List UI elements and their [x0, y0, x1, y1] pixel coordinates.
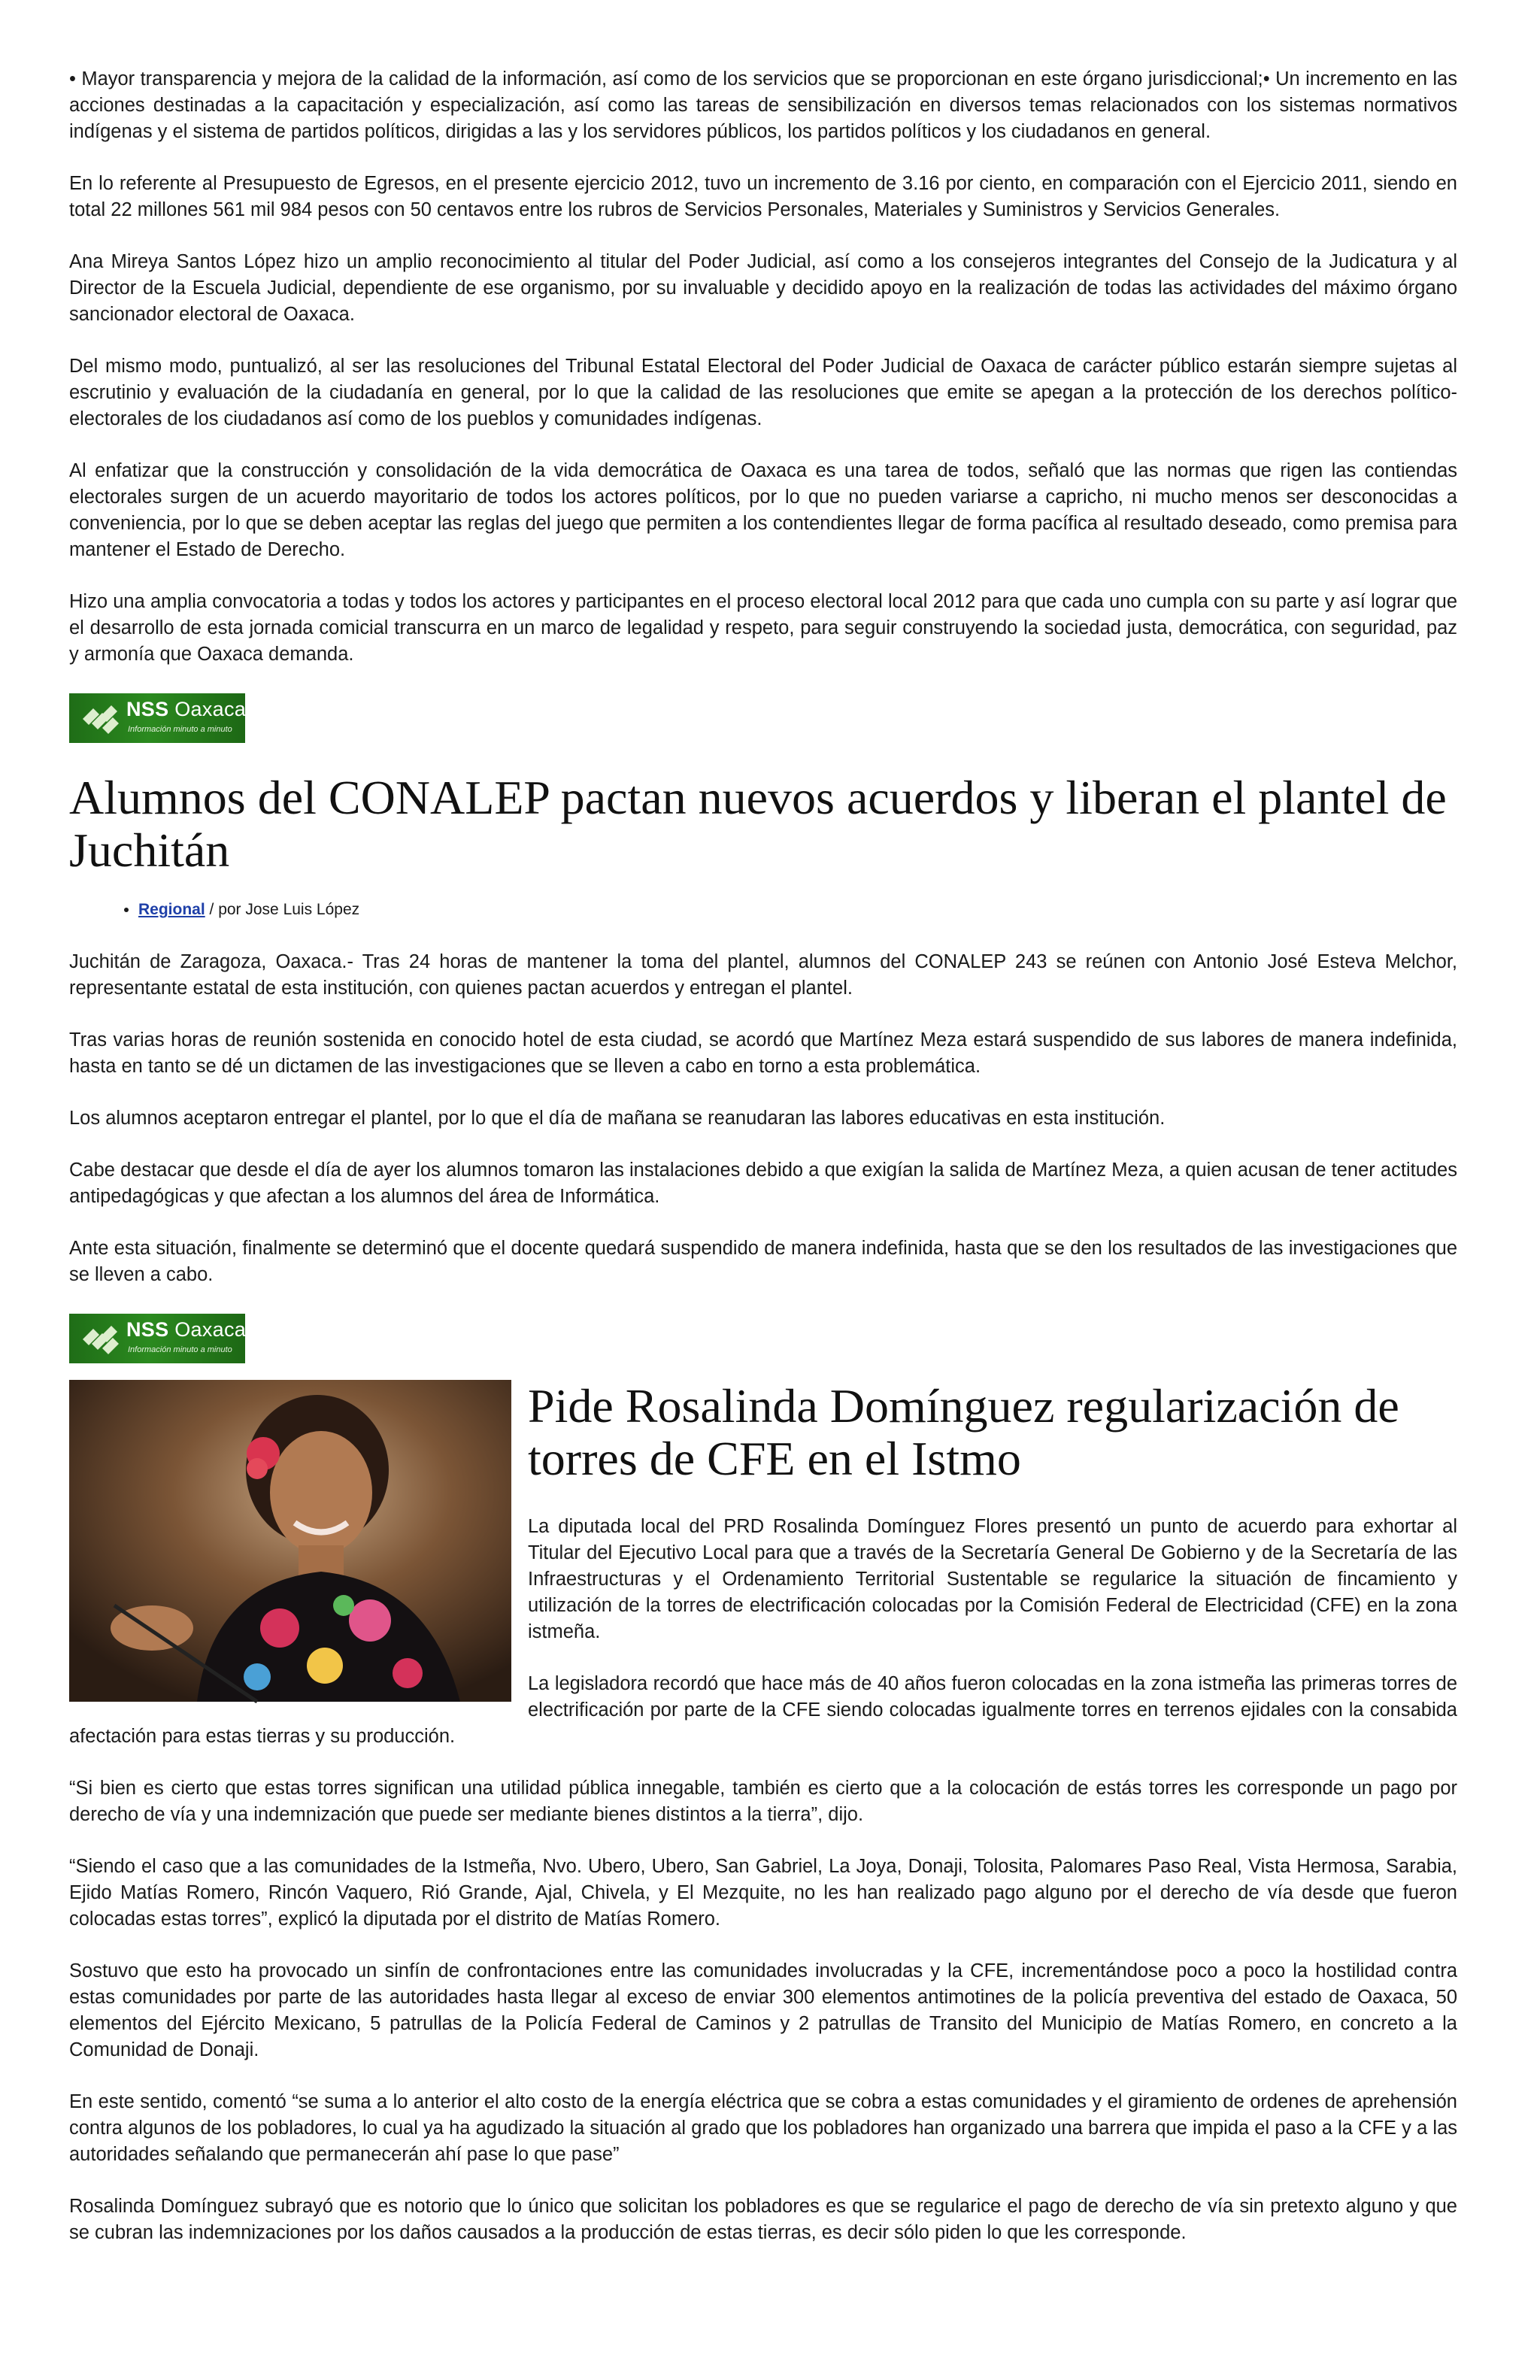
paragraph: Juchitán de Zaragoza, Oaxaca.- Tras 24 horas de mantener la toma del plantel, alumnos del CONALEP 243 se reúnen con Antonio José Esteva Melchor, representante estatal de esta institución, con quienes pactan acuerdos y entregan el plantel.	[69, 951, 1457, 999]
paragraph: Rosalinda Domínguez subrayó que es notorio que lo único que solicitan los pobladores es que se regularice el pago de derecho de vía sin pretexto alguno y que se cubran las indemnizaciones por los daños causados a la producción de estas tierras, es decir sólo piden lo que les corresponde.	[69, 2196, 1457, 2243]
nss-oaxaca-logo	[69, 1314, 253, 1363]
paragraph: En este sentido, comentó “se suma a lo anterior el alto costo de la energía eléctrica que se cobra a estas comunidades y el giramiento de ordenes de aprehensión contra algunos de los pobladores, lo cual ya ha agudizado la situación al grado que los pobladores han organizado una barrera que impida el paso a la CFE y a las autoridades señalando que permanecerán ahí pase lo que pase”	[69, 2091, 1457, 2165]
story-conalep	[69, 772, 1457, 1288]
logo-tagline: Información minuto a minuto	[128, 725, 232, 734]
paragraph: La diputada local del PRD Rosalinda Domínguez Flores presentó un punto de acuerdo para exhortar al Titular del Ejecutivo Local para que a través de la Secretaría General De Gobierno y de la Secretaría de las Infraestructuras y el Ordenamiento Territorial Sustentable se regularice la situación de fincamiento y utilización de la torres de electrificación colocadas por la Comisión Federal de Electricidad (CFE) en la zona istmeña.	[528, 1516, 1457, 1642]
story-tribunal-continuation	[69, 66, 1457, 668]
article-title: Alumnos del CONALEP pactan nuevos acuerdos y liberan el plantel de Juchitán	[69, 771, 1447, 877]
paragraph: En lo referente al Presupuesto de Egresos, en el presente ejercicio 2012, tuvo un incremento de 3.16 por ciento, en comparación con el Ejercicio 2011, siendo en total 22 millones 561 mil 984 pesos con 50 centavos entre los rubros de Servicios Personales, Materiales y Suministros y Servicios Generales.	[69, 173, 1457, 220]
paragraph: Hizo una amplia convocatoria a todas y todos los actores y participantes en el proceso electoral local 2012 para que cada uno cumpla con su parte y así lograr que el desarrollo de esta jornada comicial transcurra en un marco de legalidad y respeto, para seguir construyendo la sociedad justa, democrática, con seguridad, paz y armonía que Oaxaca demanda.	[69, 591, 1457, 665]
nss-oaxaca-logo	[69, 693, 253, 743]
logo-wordmark: NSS Oaxaca®	[126, 698, 253, 720]
legislator-portrait-image	[69, 1380, 511, 1702]
article-photo	[69, 1380, 511, 1702]
paragraph: Ante esta situación, finalmente se determinó que el docente quedará suspendido de manera indefinida, hasta que se den los resultados de las investigaciones que se lleven a cabo.	[69, 1238, 1457, 1285]
paragraph: “Si bien es cierto que estas torres significan una utilidad pública innegable, también es cierto que a la colocación de estás torres les corresponde un pago por derecho de vía y una indemnización que puede ser mediante bienes distintos a la tierra”, dijo.	[69, 1778, 1457, 1825]
paragraph: Del mismo modo, puntualizó, al ser las resoluciones del Tribunal Estatal Electoral del Poder Judicial de Oaxaca de carácter público estarán siempre sujetas al escrutinio y evaluación de la ciudadanía en general, por lo que la calidad de las resoluciones que emite se apegan a la protección de los derechos político-electorales de los ciudadanos así como de los pueblos y comunidades indígenas.	[69, 356, 1457, 429]
article-page	[69, 66, 1457, 2272]
paragraph: La legisladora recordó que hace más de 40 años fueron colocadas en la zona istmeña las primeras torres de electrificación por parte de la CFE siendo colocadas igualmente torres en terrenos ejidales con la consabida afectación para estas tierras y su producción.	[69, 1673, 1457, 1747]
nss-leaf-icon	[80, 1321, 122, 1356]
logo-tagline: Información minuto a minuto	[128, 1345, 232, 1354]
paragraph: Al enfatizar que la construcción y consolidación de la vida democrática de Oaxaca es una tarea de todos, señaló que las normas que rigen las contiendas electorales surgen de un acuerdo mayoritario de todos los actores políticos, por lo que no pueden variarse a capricho, ni mucho menos ser desconocidas a conveniencia, por lo que se deben aceptar las reglas del juego que permiten a los contendientes llegar de forma pacífica al resultado deseado, como premisa para mantener el Estado de Derecho.	[69, 460, 1457, 560]
article-title: Pide Rosalinda Domínguez regularización de torres de CFE en el Istmo	[528, 1379, 1399, 1485]
paragraph: Tras varias horas de reunión sostenida en conocido hotel de esta ciudad, se acordó que Martínez Meza estará suspendido de sus labores de manera indefinida, hasta en tanto se dé un dictamen de las investigaciones que se lleven a cabo en torno a esta problemática.	[69, 1029, 1457, 1077]
paragraph: Sostuvo que esto ha provocado un sinfín de confrontaciones entre las comunidades involucradas y la CFE, incrementándose poco a poco la hostilidad contra estas comunidades por parte de las autoridades hasta llegar al exceso de enviar 300 elementos antimotines de la policía preventiva del estado de Oaxaca, 50 elementos del Ejército Mexicano, 5 patrullas de la Policía Federal de Caminos y 2 patrullas de Transito del Municipio de Matías Romero, en concreto a la Comunidad de Donaji.	[69, 1960, 1457, 2060]
paragraph: “Siendo el caso que a las comunidades de la Istmeña, Nvo. Ubero, Ubero, San Gabriel, La Joya, Donaji, Tolosita, Palomares Paso Real, Vista Hermosa, Sarabia, Ejido Matías Romero, Rincón Vaquero, Rió Grande, Ajal, Chivela, y El Mezquite, no les han realizado pago alguno por el derecho de vía desde que fueron colocadas estas torres”, explicó la diputada por el distrito de Matías Romero.	[69, 1856, 1457, 1930]
story-torres-cfe	[69, 1380, 1457, 2246]
paragraph: Cabe destacar que desde el día de ayer los alumnos tomaron las instalaciones debido a que exigían la salida de Martínez Meza, a quien acusan de tener actitudes antipedagógicas y que afectan a los alumnos del área de Informática.	[69, 1160, 1457, 1207]
nss-leaf-icon	[80, 701, 122, 735]
logo-wordmark: NSS Oaxaca®	[126, 1318, 253, 1341]
category-link[interactable]: Regional	[138, 901, 205, 918]
article-meta	[69, 899, 1457, 920]
author-text: / por Jose Luis López	[205, 901, 360, 918]
article-byline	[138, 899, 1457, 920]
paragraph: Ana Mireya Santos López hizo un amplio reconocimiento al titular del Poder Judicial, así como a los consejeros integrantes del Consejo de la Judicatura y al Director de la Escuela Judicial, dependiente de ese organismo, por su invaluable y decidido apoyo en la realización de todas las actividades del máximo órgano sancionador electoral de Oaxaca.	[69, 251, 1457, 325]
paragraph: Los alumnos aceptaron entregar el plantel, por lo que el día de mañana se reanudaran las labores educativas en esta institución.	[69, 1108, 1166, 1129]
paragraph: • Mayor transparencia y mejora de la calidad de la información, así como de los servicios que se proporcionan en este órgano jurisdiccional;• Un incremento en las acciones destinadas a la capacitación y especialización, así como las tareas de sensibilización en diversos temas relacionados con los sistemas normativos indígenas y el sistema de partidos políticos, dirigidas a las y los servidores públicos, los partidos políticos y los ciudadanos en general.	[69, 68, 1457, 142]
